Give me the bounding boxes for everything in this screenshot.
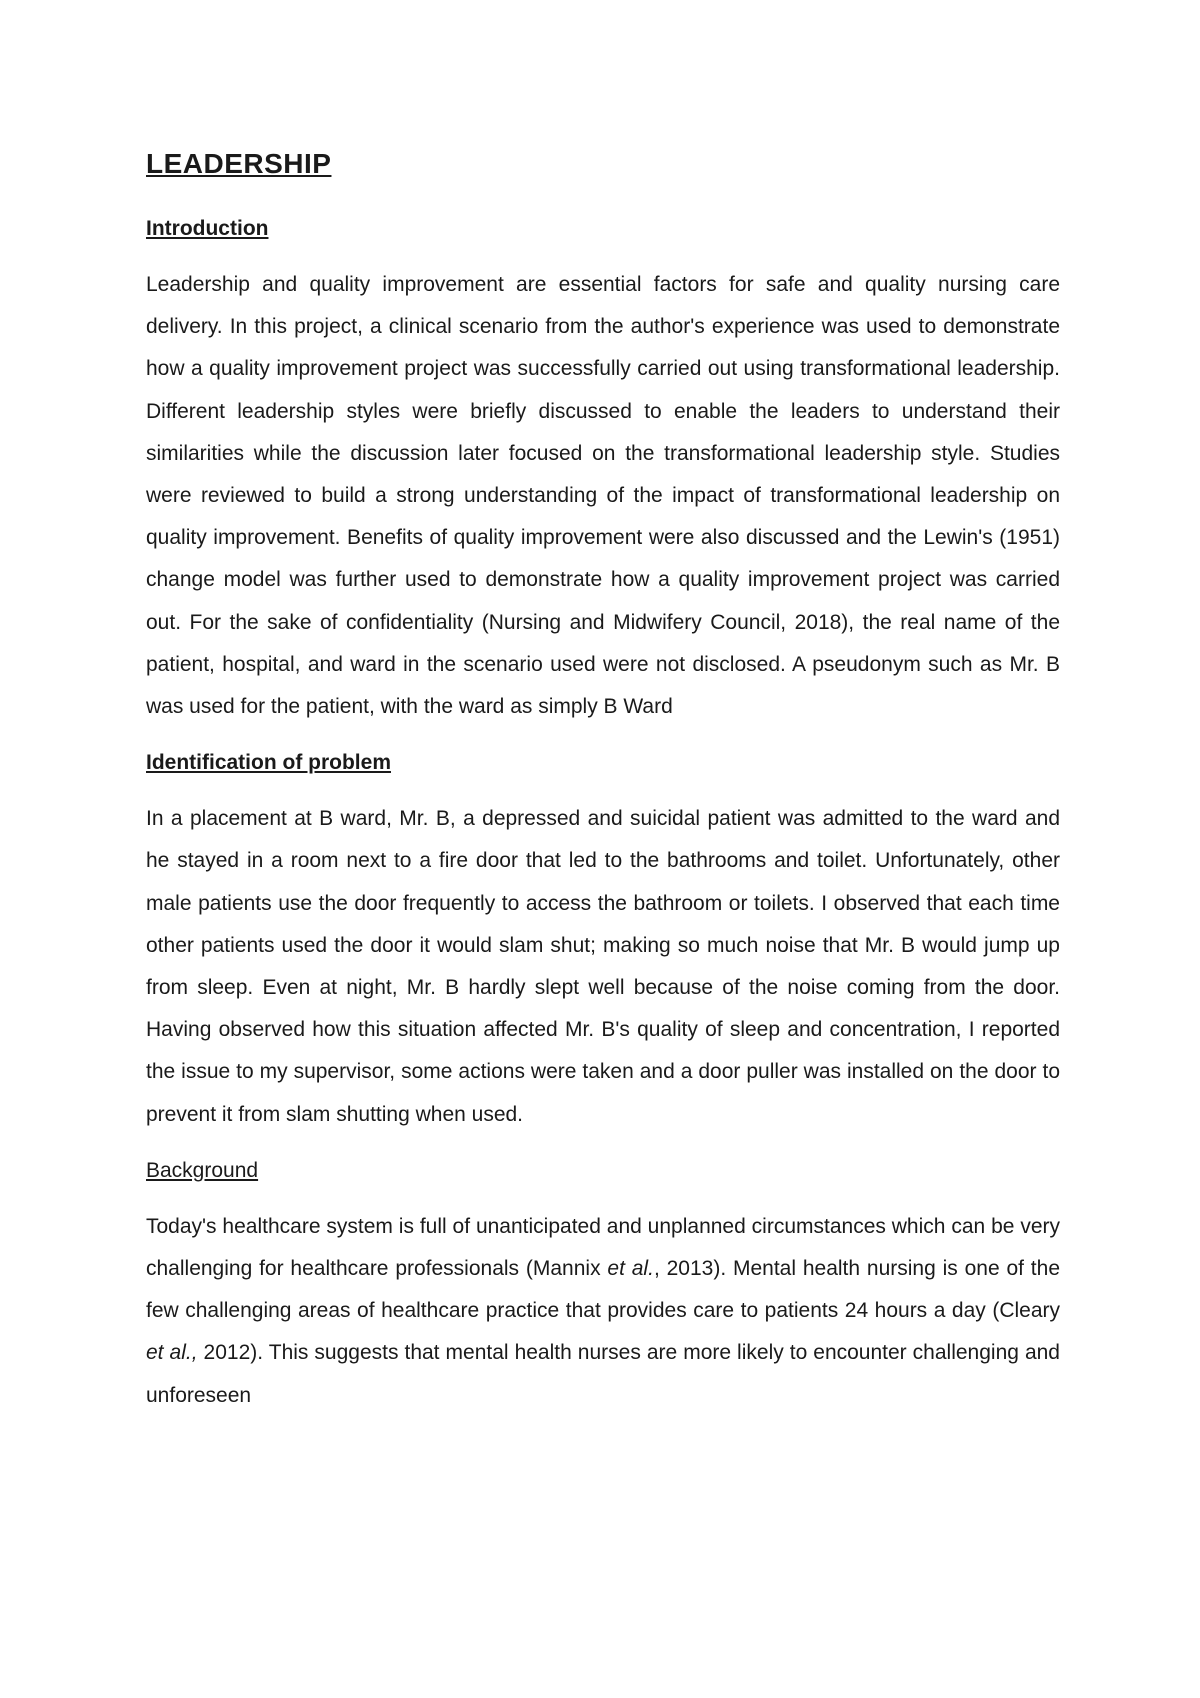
citation-et-al-1: et al. (607, 1257, 654, 1281)
section-heading-background: Background (146, 1158, 259, 1182)
background-text-1: Today's healthcare system is full of unanticipated and unplanned circumstances which can be very challenging for healthcare professionals (Mannix (146, 1214, 1060, 1281)
section-heading-introduction: Introduction (146, 217, 269, 240)
section-heading-identification-of-problem: Identification of problem (146, 751, 391, 775)
section-paragraph-introduction: Leadership and quality improvement are essential factors for safe and quality nursing care delivery. In this project, a clinical scenario from the author's experience was used to demonstrate how a quality improvement project was successfully carried out using transformational leadership. Different leadership styles were briefly discussed to enable the leaders to understand their similarities while the discussion later focused on the transformational leadership style. Studies were reviewed to build a strong understanding of the impact of transformational leadership on quality improvement. Benefits of quality improvement were also discussed and the Lewin's (1951) change model was further used to demonstrate how a quality improvement project was carried out. For the sake of confidentiality (Nursing and Midwifery Council, 2018), the real name of the patient, hospital, and ward in the scenario used were not disclosed. A pseudonym such as Mr. B was used for the patient, with the ward as simply B Ward (146, 273, 1060, 719)
citation-et-al-2: et al., (146, 1341, 198, 1365)
document-body (146, 146, 1060, 1437)
section-paragraph-identification-of-problem: In a placement at B ward, Mr. B, a depressed and suicidal patient was admitted to the ward and he stayed in a room next to a fire door that led to the bathrooms and toilet. Unfortunately, other male patients use the door frequently to access the bathroom or toilets. I observed that each time other patients used the door it would slam shut; making so much noise that Mr. B would jump up from sleep. Even at night, Mr. B hardly slept well because of the noise coming from the door. Having observed how this situation affected Mr. B's quality of sleep and concentration, I reported the issue to my supervisor, some actions were taken and a door puller was installed on the door to prevent it from slam shutting when used. (146, 807, 1060, 1126)
document-title: LEADERSHIP (146, 148, 332, 179)
section-paragraph-background (146, 1206, 1060, 1417)
background-text-2: , 2013). Mental health nursing is one of the few challenging areas of healthcare practice that provides care to patients 24 hours a day (Cleary (146, 1257, 1060, 1323)
background-text-3: 2012). This suggests that mental health nurses are more likely to encounter challenging and unforeseen (146, 1341, 1060, 1407)
